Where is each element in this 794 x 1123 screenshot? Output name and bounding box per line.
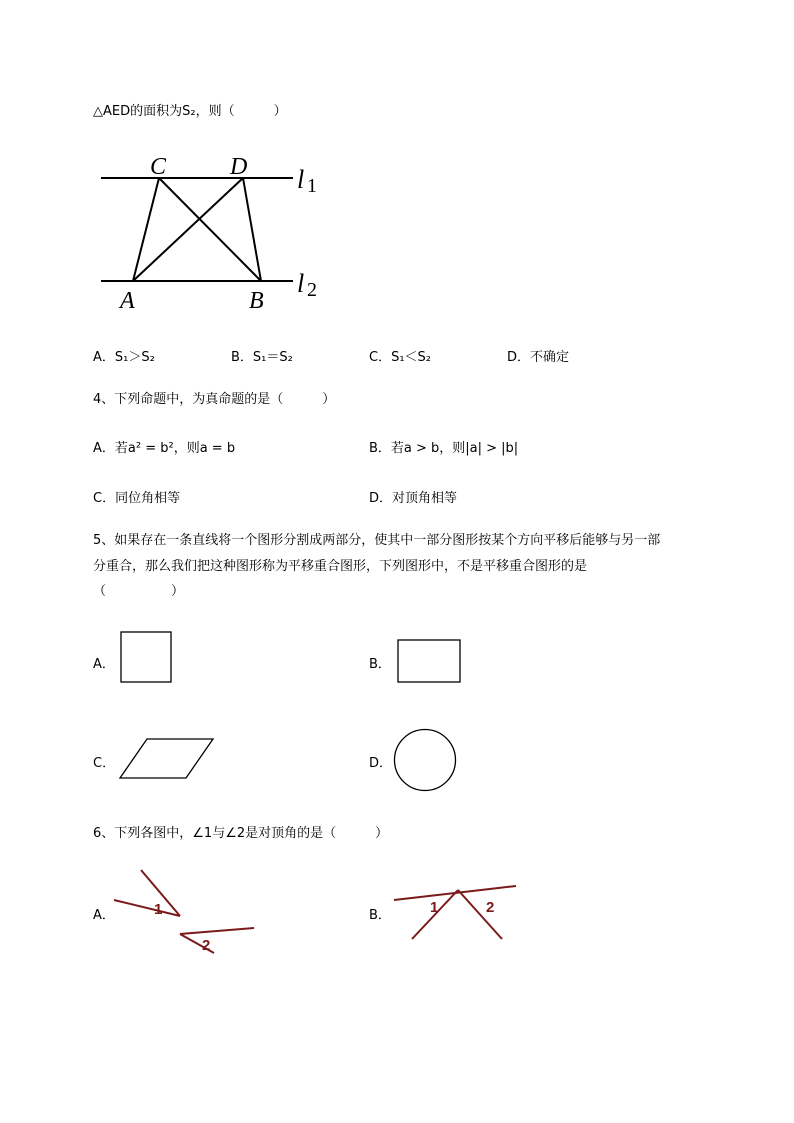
q5-option-d-label[interactable]: D．	[369, 756, 393, 771]
q6-b-angle1-label: 1	[430, 899, 439, 916]
q5-option-a-label[interactable]: A．	[93, 657, 115, 672]
q5-stem-line1: 5、如果存在一条直线将一个图形分割成两部分，使其中一部分图形按某个方向平移后能够与另一部	[93, 533, 661, 548]
q3-option-a[interactable]: A．S₁＞S₂	[93, 350, 155, 365]
label-b: B	[249, 288, 264, 314]
q5-stem-line3: （ ）	[93, 584, 185, 599]
q6-option-b-label[interactable]: B．	[369, 908, 391, 923]
q5-stem-line2: 分重合，那么我们把这种图形称为平移重合图形，下列图形中，不是平移重合图形的是	[93, 559, 588, 574]
q5-parallelogram-shape	[117, 736, 217, 782]
label-c: C	[150, 154, 167, 180]
q6-a-angle1-label: 1	[154, 901, 163, 918]
label-l2: l	[297, 269, 305, 298]
label-l1-sub: 1	[307, 175, 317, 197]
label-d: D	[230, 154, 248, 180]
q5-square-shape	[118, 629, 174, 685]
q6-b-angle2-label: 2	[486, 899, 495, 916]
q4-option-a[interactable]: A．若a² = b²，则a = b	[93, 441, 236, 456]
q4-stem: 4、下列命题中，为真命题的是（ ）	[93, 392, 336, 407]
q3-option-b[interactable]: B．S₁＝S₂	[231, 350, 293, 365]
q5-option-c-label[interactable]: C．	[93, 756, 116, 771]
q3-stem-tail: △AED的面积为S₂，则（ ）	[93, 104, 287, 119]
label-l1: l	[297, 165, 305, 194]
q3-trapezoid-figure	[95, 150, 335, 320]
q6-figure-b	[390, 882, 520, 942]
q4-option-d[interactable]: D．对顶角相等	[369, 491, 458, 506]
q6-option-a-label[interactable]: A．	[93, 908, 115, 923]
q4-option-b[interactable]: B．若a > b，则|a| > |b|	[369, 441, 519, 456]
label-l2-sub: 2	[307, 279, 317, 301]
label-a: A	[120, 288, 135, 314]
q6-stem: 6、下列各图中，∠1与∠2是对顶角的是（ ）	[93, 826, 389, 841]
q5-option-b-label[interactable]: B．	[369, 657, 391, 672]
q6-a-angle2-label: 2	[202, 937, 211, 954]
segment-ad	[133, 178, 243, 281]
q3-option-d[interactable]: D．不确定	[507, 350, 570, 365]
q5-rectangle-shape	[395, 637, 463, 685]
q3-option-c[interactable]: C．S₁＜S₂	[369, 350, 432, 365]
q6-figure-a	[108, 866, 258, 956]
q4-option-c[interactable]: C．同位角相等	[93, 491, 181, 506]
segment-ac	[133, 178, 159, 281]
q5-circle-shape	[392, 727, 458, 793]
